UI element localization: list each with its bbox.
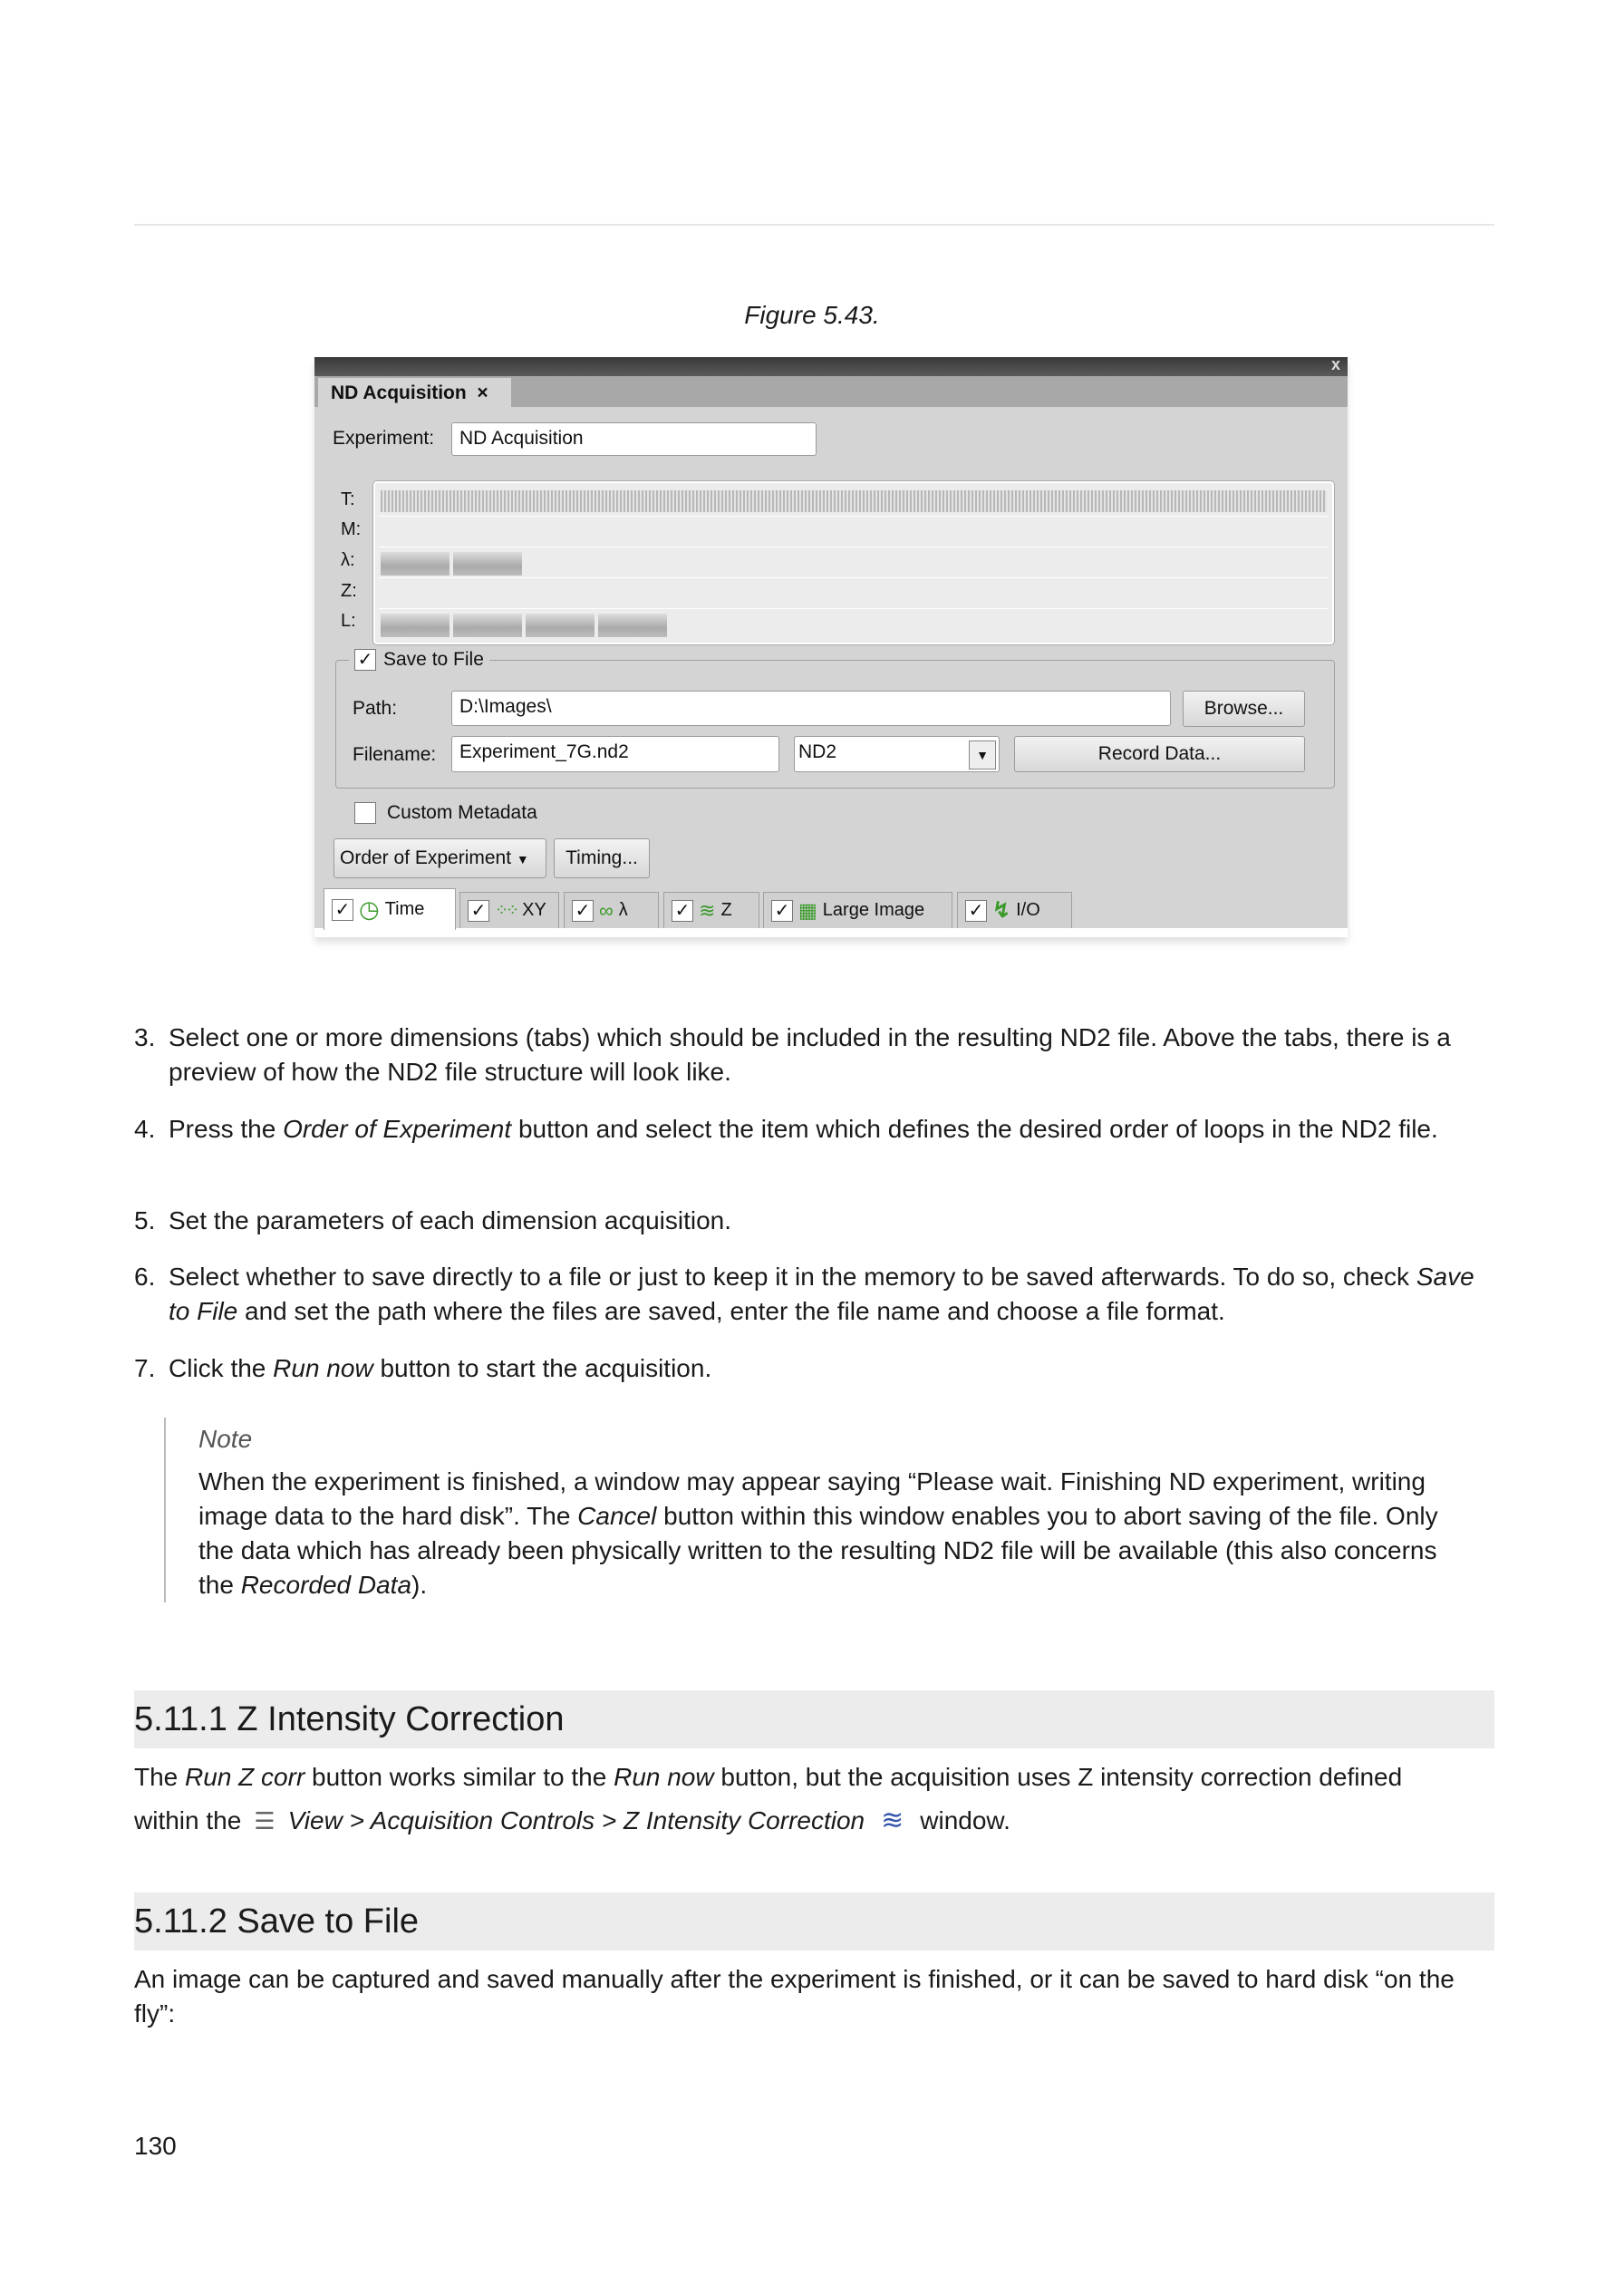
format-value: ND2 [798,741,837,762]
step-4 [134,1112,1494,1147]
custom-metadata-checkbox[interactable] [354,802,537,824]
section1-line1 [134,1760,1494,1795]
preview-row-m [379,518,1329,547]
structure-preview [373,481,1334,644]
figure-caption: Figure 5.43. [744,301,880,329]
section1-line2 [134,1804,1494,1838]
tab-time[interactable] [324,888,456,930]
preview-label-t: T: [341,489,355,509]
text-run: ). [411,1571,428,1599]
step-6 [134,1260,1494,1329]
text-run: button to start the acquisition. [372,1354,712,1382]
tab-io[interactable] [957,892,1072,928]
experiment-label: Experiment: [333,428,435,449]
tab-label: I/O [1016,900,1040,920]
text-run: button and select the item which defines the desired order of loops in the ND2 file. [511,1115,1438,1143]
step-number: 7. [134,1354,156,1382]
preview-row-z [379,579,1329,609]
line2-pre: within the [134,1806,242,1834]
lambda-icon: ∞ [599,898,614,922]
text-run: button works similar to the [304,1763,614,1791]
checkbox-checked-icon[interactable]: ✓ [771,900,793,922]
emphasis-text: Order of Experiment [283,1115,512,1143]
z-intensity-correction-icon: ≋ [881,1805,904,1835]
note-body [198,1465,1476,1602]
tab-label: Z [720,900,732,920]
close-icon[interactable]: x [1330,355,1340,373]
tab-large-image[interactable] [763,892,952,928]
text-run: button within this window enables you to abort saving of the file. Only the data which has already been physically written to the resulting ND2 file will be available (this also concerns the [198,1502,1438,1599]
text-run: Select whether to save directly to a file or just to keep it in the memory to be saved afterwards. To do so, check [169,1263,1416,1291]
text-run: Press the [169,1115,284,1143]
section2-paragraph [134,1962,1494,2031]
checkbox-checked-icon[interactable]: ✓ [965,900,987,922]
preview-row-l [379,610,1329,639]
text-run: An image can be captured and saved manually after the experiment is finished, or it can be saved to hard disk “on the fly”: [134,1965,1455,2028]
emphasis-text: Run now [614,1763,714,1791]
chevron-down-icon[interactable]: ▼ [969,740,996,770]
checkbox-checked-icon: ✓ [354,649,376,671]
filename-label: Filename: [353,744,437,765]
preview-label-lambda: λ: [341,550,355,570]
text-run: Set the parameters of each dimension acquisition. [169,1206,732,1234]
emphasis-text: Save to File [169,1263,1474,1325]
tab-label: ND Acquisition [331,382,467,403]
step-number: 5. [134,1206,156,1234]
section-heading-save-to-file: 5.11.2 Save to File [134,1892,1494,1950]
tab-baseline [314,928,1348,937]
grid-icon: ⁘⁘ [495,901,517,919]
section-heading-z-intensity: 5.11.1 Z Intensity Correction [134,1690,1494,1748]
io-icon: ↯ [992,898,1011,923]
dropdown-arrow-icon: ▼ [516,852,529,866]
tab-z[interactable] [663,892,759,928]
text-run: The [134,1763,186,1791]
clock-icon: ◷ [359,895,380,923]
menu-icon: ☰ [254,1807,276,1834]
note-block [164,1418,1489,1602]
checkbox-checked-icon[interactable]: ✓ [572,900,594,922]
text-run: Click the [169,1354,274,1382]
emphasis-text: Recorded Data [240,1571,412,1599]
step-number: 6. [134,1263,156,1291]
preview-label-m: M: [341,519,362,539]
tab-label: λ [618,900,628,920]
format-select[interactable] [794,736,1000,772]
large-image-icon: ▦ [798,898,817,922]
line2-post: window. [920,1806,1010,1834]
save-to-file-label: Save to File [383,649,484,670]
checkbox-checked-icon[interactable]: ✓ [468,900,489,922]
step-3 [134,1021,1494,1089]
tab-close-icon[interactable]: × [477,382,488,403]
emphasis-text: Run now [273,1354,373,1382]
emphasis-text: Run Z corr [185,1763,305,1791]
path-label: Path: [353,698,398,719]
tab-label: Large Image [822,900,925,920]
header-rule [134,224,1494,226]
order-of-experiment-button[interactable] [334,838,546,878]
tab-label: Time [384,899,425,919]
save-to-file-checkbox[interactable] [349,649,489,671]
checkbox-unchecked-icon [354,802,376,824]
path-input[interactable]: D:\Images\ [451,691,1171,726]
tab-label: XY [522,900,546,920]
tab-xy[interactable] [459,892,559,928]
preview-label-z: Z: [341,581,357,601]
checkbox-checked-icon[interactable]: ✓ [332,899,353,921]
text-run: button, but the acquisition uses Z intensity correction defined [713,1763,1403,1791]
timing-button[interactable]: Timing... [554,838,650,878]
preview-row-lambda [379,548,1329,578]
preview-row-t [379,487,1329,517]
emphasis-text: Cancel [577,1502,657,1530]
step-5 [134,1204,1494,1238]
step-7 [134,1351,1494,1386]
page-number: 130 [134,2132,177,2160]
record-data-button[interactable]: Record Data... [1014,736,1305,772]
tab-lambda[interactable] [564,892,659,928]
custom-metadata-label: Custom Metadata [387,802,537,823]
menu-path: View > Acquisition Controls > Z Intensity Correction [287,1806,865,1834]
tab-nd-acquisition[interactable] [318,378,511,409]
title-bar [314,357,1348,376]
order-label: Order of Experiment [340,847,512,868]
experiment-input[interactable]: ND Acquisition [451,422,817,456]
note-title: Note [198,1425,253,1453]
text-run: Select one or more dimensions (tabs) which should be included in the resulting ND2 file. Above the tabs, there is a preview of how the ND2 file structure will look like. [169,1023,1451,1086]
checkbox-checked-icon[interactable]: ✓ [672,900,693,922]
step-number: 3. [134,1023,156,1051]
step-number: 4. [134,1115,156,1143]
nd-acquisition-window [314,357,1348,937]
browse-button[interactable]: Browse... [1183,691,1305,727]
filename-input[interactable]: Experiment_7G.nd2 [451,736,779,772]
text-run: When the experiment is finished, a window may appear saying “Please wait. Finishing ND experiment, writing image data to the hard disk”. The [198,1467,1426,1530]
text-run: and set the path where the files are saved, enter the file name and choose a file format. [237,1297,1225,1325]
z-stack-icon: ≋ [699,898,716,922]
preview-label-l: L: [341,611,356,631]
